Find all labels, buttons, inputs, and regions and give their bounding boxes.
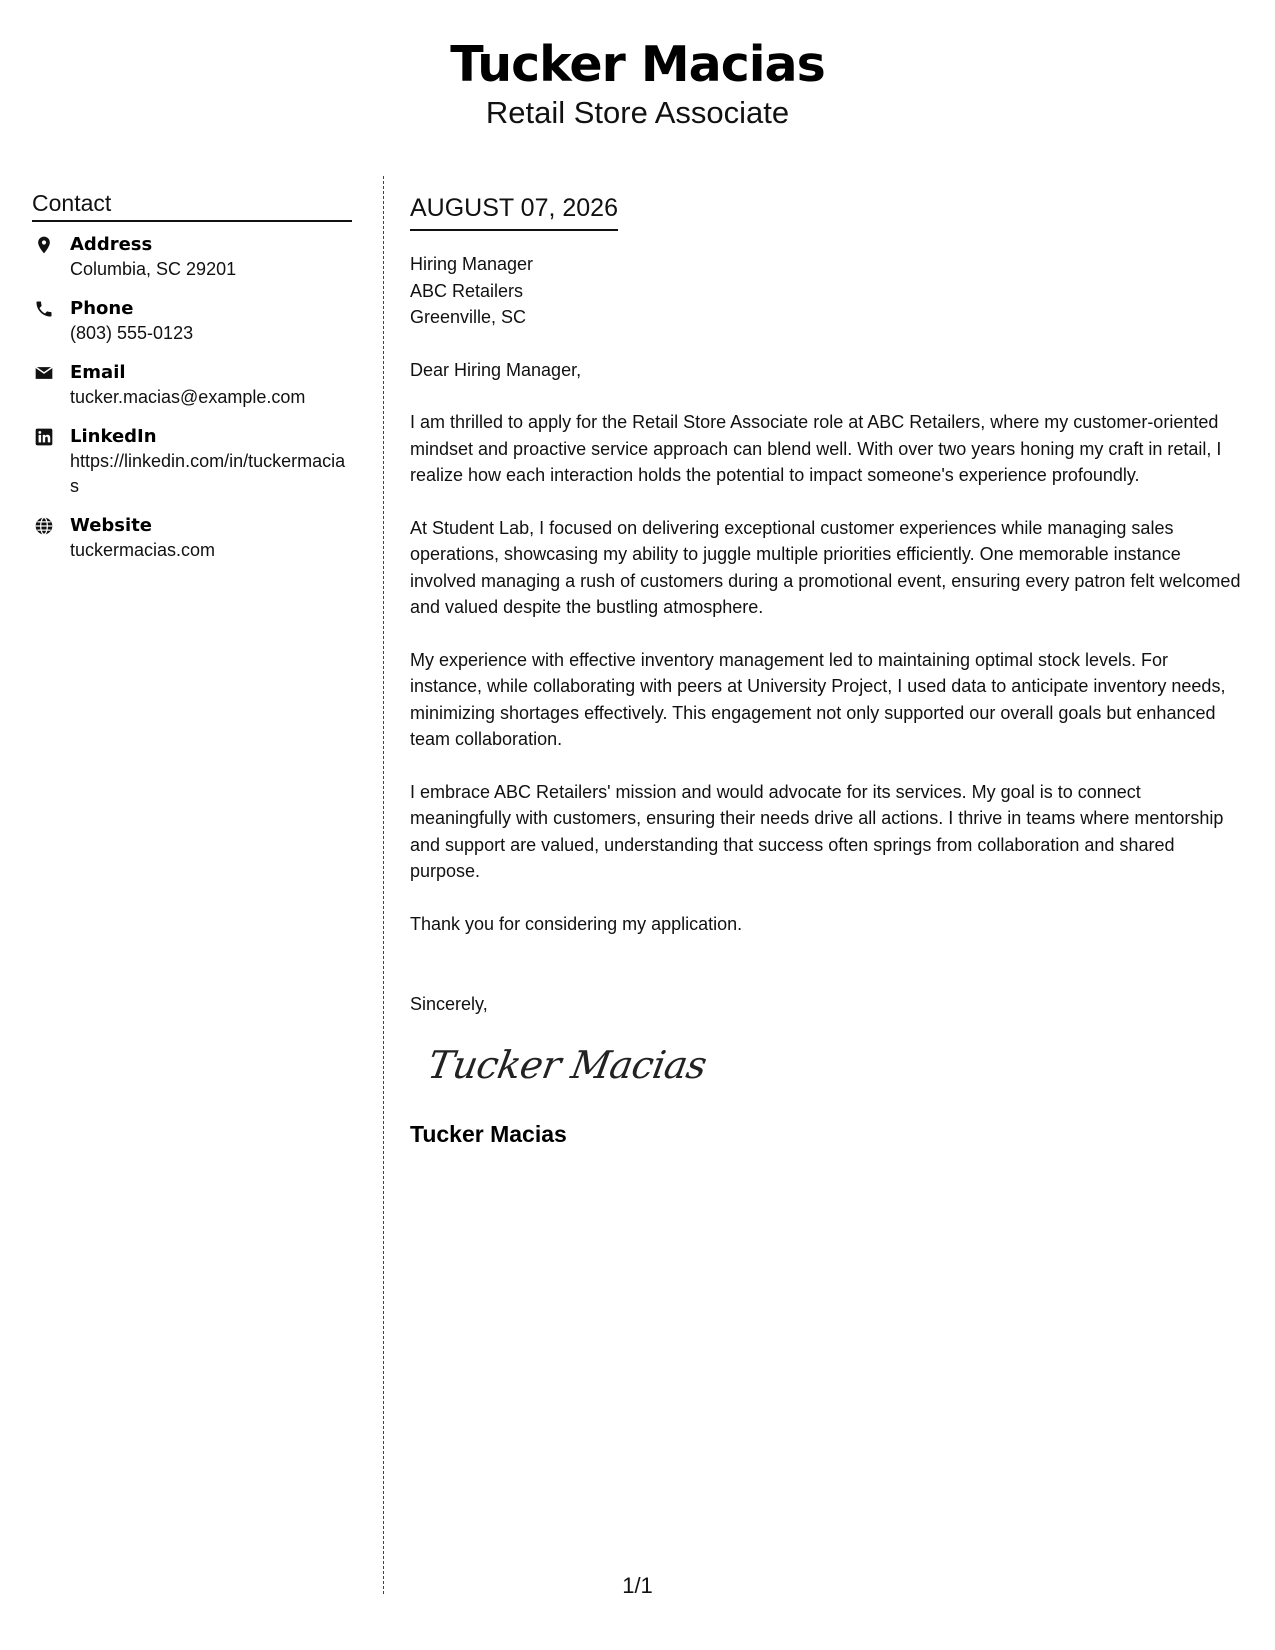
globe-icon [34,516,54,536]
salutation: Dear Hiring Manager, [410,359,582,380]
contact-value[interactable]: tuckermacias.com [70,540,216,560]
contact-label: Address [70,234,153,255]
recipient-title: Hiring Manager [410,254,534,274]
contact-sidebar [32,188,352,577]
signer-name: Tucker Macias [410,1120,567,1147]
contact-website [32,513,352,563]
phone-icon [34,299,54,319]
contact-heading: Contact [32,188,352,222]
contact-label: Phone [70,298,134,319]
contact-linkedin [32,424,352,499]
contact-value: tucker.macias@example.com [70,387,306,407]
closing: Sincerely, [410,994,488,1014]
recipient-block [410,251,1242,331]
body-paragraph: My experience with effective inventory management led to maintaining optimal stock levels. For instance, while collaborating with peers at University Project, I used data to anticipate inventory needs, minimizing shortages effectively. This engagement not only supported our overall goals but enhanced team collaboration. [410,649,1226,749]
contact-phone [32,296,352,346]
page-number: 1/1 [622,1573,653,1598]
recipient-company: ABC Retailers [410,280,524,301]
contact-list [32,232,352,563]
letter-body [410,192,1242,1148]
signature: Tucker Macias [424,1042,710,1087]
body-paragraph: I embrace ABC Retailers' mission and would advocate for its services. My goal is to connect meaningfully with customers, ensuring their needs drive all actions. I thrive in teams where mentorship and support are valued, understanding that success often springs from collaboration and shared purpose. [410,781,1224,881]
linkedin-icon [34,427,54,447]
contact-label: Website [70,515,153,536]
contact-value: Columbia, SC 29201 [70,259,237,279]
contact-value[interactable]: https://linkedin.com/in/tuckermacias [70,451,346,496]
contact-label: LinkedIn [70,426,157,447]
column-divider [383,176,384,1594]
envelope-icon [34,363,54,383]
map-pin-icon [34,235,54,255]
contact-address [32,232,352,282]
letter-header [0,36,1275,132]
applicant-name: Tucker Macias [450,36,825,93]
contact-label: Email [70,362,126,383]
contact-value: (803) 555-0123 [70,323,194,343]
recipient-location: Greenville, SC [410,307,527,327]
body-paragraph: At Student Lab, I focused on delivering exceptional customer experiences while managing sales operations, showcasing my ability to juggle multiple priorities efficiently. One memorable instance involved managing a rush of customers during a promotional event, ensuring every patron felt welcomed and valued despite the bustling atmosphere. [410,517,1241,617]
body-paragraph: Thank you for considering my application. [410,913,743,934]
contact-email [32,360,352,410]
body-paragraph: I am thrilled to apply for the Retail Store Associate role at ABC Retailers, where my customer-oriented mindset and proactive service approach can blend well. With over two years honing my craft in retail, I realize how each interaction holds the potential to impact someone's experience profoundly. [410,412,1222,485]
letter-date: AUGUST 07, 2026 [410,192,618,231]
applicant-role: Retail Store Associate [485,95,790,130]
